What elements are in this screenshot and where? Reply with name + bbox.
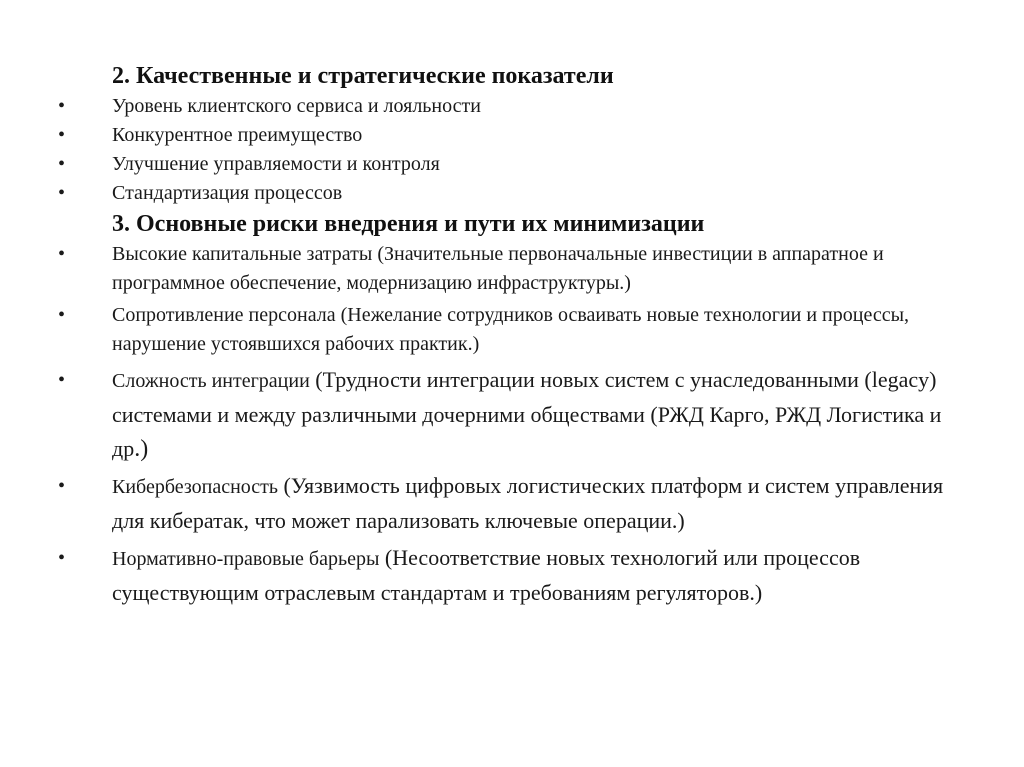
item-detail: (Нежелание сотрудников осваивать новые технологии и процессы, нарушение устоявшихся рабочих практик.)	[112, 304, 910, 355]
item-text: Уровень клиентского сервиса и лояльности	[112, 95, 481, 117]
bullet-icon: •	[58, 304, 66, 326]
bullet-icon: •	[58, 369, 66, 391]
section-3-item-1	[58, 240, 958, 298]
section-3-title: 3. Основные риски внедрения и пути их минимизации	[112, 211, 705, 237]
bullet-icon: •	[58, 547, 66, 569]
item-lead: Нормативно-правовые барьеры	[112, 548, 380, 570]
section-2-title: 2. Качественные и стратегические показатели	[112, 63, 614, 89]
section-3-item-2	[58, 301, 958, 359]
item-detail: (Трудности интеграции новых систем с унаследованными (legacy) системами и между различными дочерними обществами (РЖД Карго, РЖД Логистика и др	[112, 367, 942, 461]
item-lead: Высокие капитальные затраты	[112, 243, 373, 265]
bullet-icon: •	[58, 153, 66, 175]
bullet-icon: •	[58, 182, 66, 204]
item-text: Улучшение управляемости и контроля	[112, 153, 440, 175]
item-end: .)	[134, 436, 149, 462]
section-3-item-3	[58, 363, 958, 466]
item-lead: Сложность интеграции	[112, 370, 310, 392]
item-detail: (Уязвимость цифровых логистических платформ и систем управления для кибератак, что может парализовать ключевые операции.)	[112, 473, 944, 533]
section-3-item-5	[58, 541, 958, 610]
section-3-item-4	[58, 469, 958, 538]
item-lead: Кибербезопасность	[112, 476, 279, 498]
bullet-icon: •	[58, 95, 66, 117]
item-text: Стандартизация процессов	[112, 182, 343, 204]
section-2-item-2	[58, 121, 958, 150]
section-2-item-1	[58, 92, 958, 121]
bullet-icon: •	[58, 475, 66, 497]
section-2-item-4	[58, 179, 958, 208]
item-text: Конкурентное преимущество	[112, 124, 363, 146]
item-lead: Сопротивление персонала	[112, 304, 336, 326]
bullet-icon: •	[58, 124, 66, 146]
section-2-item-3	[58, 150, 958, 179]
item-detail: (Значительные первоначальные инвестиции в аппаратное и программное обеспечение, модернизацию инфраструктуры.)	[112, 243, 884, 294]
item-detail: (Несоответствие новых технологий или процессов существующим отраслевым стандартам и требованиям регуляторов.)	[112, 545, 861, 605]
bullet-icon: •	[58, 243, 66, 265]
slide-content	[58, 60, 958, 610]
